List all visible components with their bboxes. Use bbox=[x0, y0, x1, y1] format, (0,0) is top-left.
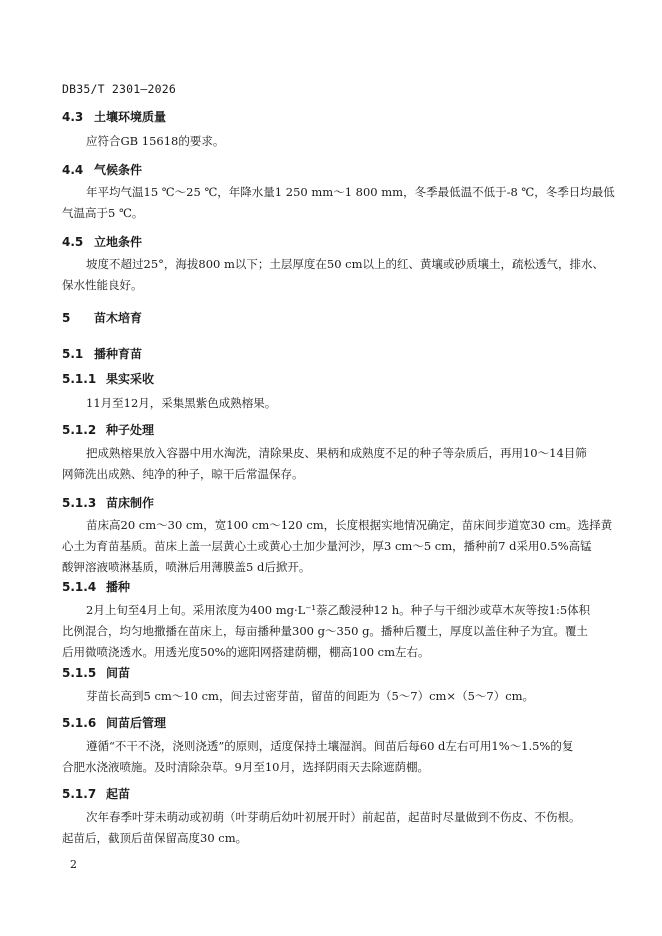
paragraph bbox=[62, 807, 586, 849]
section-number: 5.1.5 bbox=[62, 666, 97, 680]
paragraph-line: 起苗后，截顶后苗保留高度30 cm。 bbox=[62, 831, 248, 845]
paragraph bbox=[62, 515, 613, 578]
section-title: 间苗后管理 bbox=[106, 716, 167, 730]
section-number: 5.1.2 bbox=[62, 423, 97, 437]
chapter-heading bbox=[62, 309, 142, 326]
section-title: 间苗 bbox=[106, 666, 131, 680]
section-heading bbox=[62, 494, 154, 511]
paragraph-line: 次年春季叶芽未萌动或初萌（叶芽萌后幼叶初展开时）前起苗，起苗时尽量做到不伤皮、不伤根。 bbox=[86, 810, 581, 824]
paragraph bbox=[62, 393, 586, 414]
paragraph-line: 遵循“不干不浇，浇则浇透”的原则，适度保持土壤湿润。间苗后每60 d左右可用1%～1.5%的复 bbox=[86, 739, 574, 753]
section-number: 5 bbox=[62, 311, 71, 325]
paragraph bbox=[62, 254, 605, 296]
paragraph-line: 2月上旬至4月上旬。采用浓度为400 mg·L⁻¹萘乙酸浸种12 h。种子与干细沙或草木灰等按1:5体积 bbox=[86, 603, 591, 617]
paragraph bbox=[62, 443, 586, 485]
page-number: 2 bbox=[70, 858, 77, 871]
paragraph bbox=[62, 182, 615, 224]
section-number: 5.1.6 bbox=[62, 716, 97, 730]
section-number: 4.3 bbox=[62, 110, 84, 124]
section-heading bbox=[62, 233, 142, 250]
section-number: 5.1.3 bbox=[62, 496, 97, 510]
section-heading bbox=[62, 714, 166, 731]
paragraph-line: 合肥水浇液喷施。及时清除杂草。9月至10月，选择阴雨天去除遮荫棚。 bbox=[62, 760, 429, 774]
paragraph-line: 心土为育苗基质。苗床上盖一层黄心土或黄心土加少量河沙，厚3 cm～5 cm，播种前7 d采用0.5%高锰 bbox=[62, 539, 592, 553]
paragraph-line: 苗床高20 cm～30 cm，宽100 cm～120 cm，长度根据实地情况确定，苗床间步道宽30 cm。选择黄 bbox=[86, 518, 613, 532]
paragraph-line: 把成熟榕果放入容器中用水淘洗，清除果皮、果柄和成熟度不足的种子等杂质后，再用10～14目筛 bbox=[86, 446, 587, 460]
section-heading bbox=[62, 161, 142, 178]
section-heading bbox=[62, 578, 130, 595]
section-number: 5.1.4 bbox=[62, 580, 97, 594]
section-title: 土壤环境质量 bbox=[94, 110, 167, 124]
paragraph-line: 后用微喷浇透水。用透光度50%的遮阳网搭建荫棚，棚高100 cm左右。 bbox=[62, 645, 430, 659]
paragraph bbox=[62, 736, 586, 778]
section-number: 4.4 bbox=[62, 163, 84, 177]
paragraph-line: 气温高于5 ℃。 bbox=[62, 206, 144, 220]
section-title: 播种育苗 bbox=[94, 347, 143, 361]
section-title: 气候条件 bbox=[94, 163, 143, 177]
section-heading bbox=[62, 421, 154, 438]
paragraph-line: 坡度不超过25°，海拔800 m以下；土层厚度在50 cm以上的红、黄壤或砂质壤土，疏松透气，排水、 bbox=[86, 257, 605, 271]
paragraph-line: 网筛洗出成熟、纯净的种子，晾干后常温保存。 bbox=[62, 467, 304, 481]
paragraph-line: 比例混合，均匀地撒播在苗床上，每亩播种量300 g～350 g。播种后覆土，厚度以盖住种子为宜。覆土 bbox=[62, 624, 588, 638]
section-title: 苗床制作 bbox=[106, 496, 155, 510]
section-number: 4.5 bbox=[62, 235, 84, 249]
section-number: 5.1.7 bbox=[62, 787, 97, 801]
paragraph-line: 芽苗长高到5 cm～10 cm，间去过密芽苗，留苗的间距为（5～7）cm×（5～7）cm。 bbox=[86, 689, 535, 703]
standard-code: DB35/T 2301—2026 bbox=[62, 82, 176, 96]
paragraph bbox=[62, 600, 591, 663]
section-number: 5.1.1 bbox=[62, 372, 97, 386]
section-title: 苗木培育 bbox=[94, 311, 143, 325]
section-title: 果实采收 bbox=[106, 372, 155, 386]
section-title: 播种 bbox=[106, 580, 131, 594]
paragraph bbox=[62, 686, 586, 707]
paragraph-line: 年平均气温15 ℃～25 ℃，年降水量1 250 mm～1 800 mm，冬季最低温不低于-8 ℃，冬季日均最低 bbox=[86, 185, 615, 199]
paragraph-line: 保水性能良好。 bbox=[62, 278, 143, 292]
section-heading bbox=[62, 785, 130, 802]
paragraph bbox=[62, 131, 586, 152]
section-title: 种子处理 bbox=[106, 423, 155, 437]
paragraph-line: 应符合GB 15618的要求。 bbox=[86, 134, 225, 148]
section-heading bbox=[62, 108, 166, 125]
section-heading bbox=[62, 345, 142, 362]
section-number: 5.1 bbox=[62, 347, 84, 361]
section-title: 立地条件 bbox=[94, 235, 143, 249]
paragraph-line: 11月至12月，采集黑紫色成熟榕果。 bbox=[86, 396, 277, 410]
section-title: 起苗 bbox=[106, 787, 131, 801]
section-heading bbox=[62, 664, 130, 681]
paragraph-line: 酸钾溶液喷淋基质，喷淋后用薄膜盖5 d后掀开。 bbox=[62, 560, 311, 574]
section-heading bbox=[62, 370, 154, 387]
